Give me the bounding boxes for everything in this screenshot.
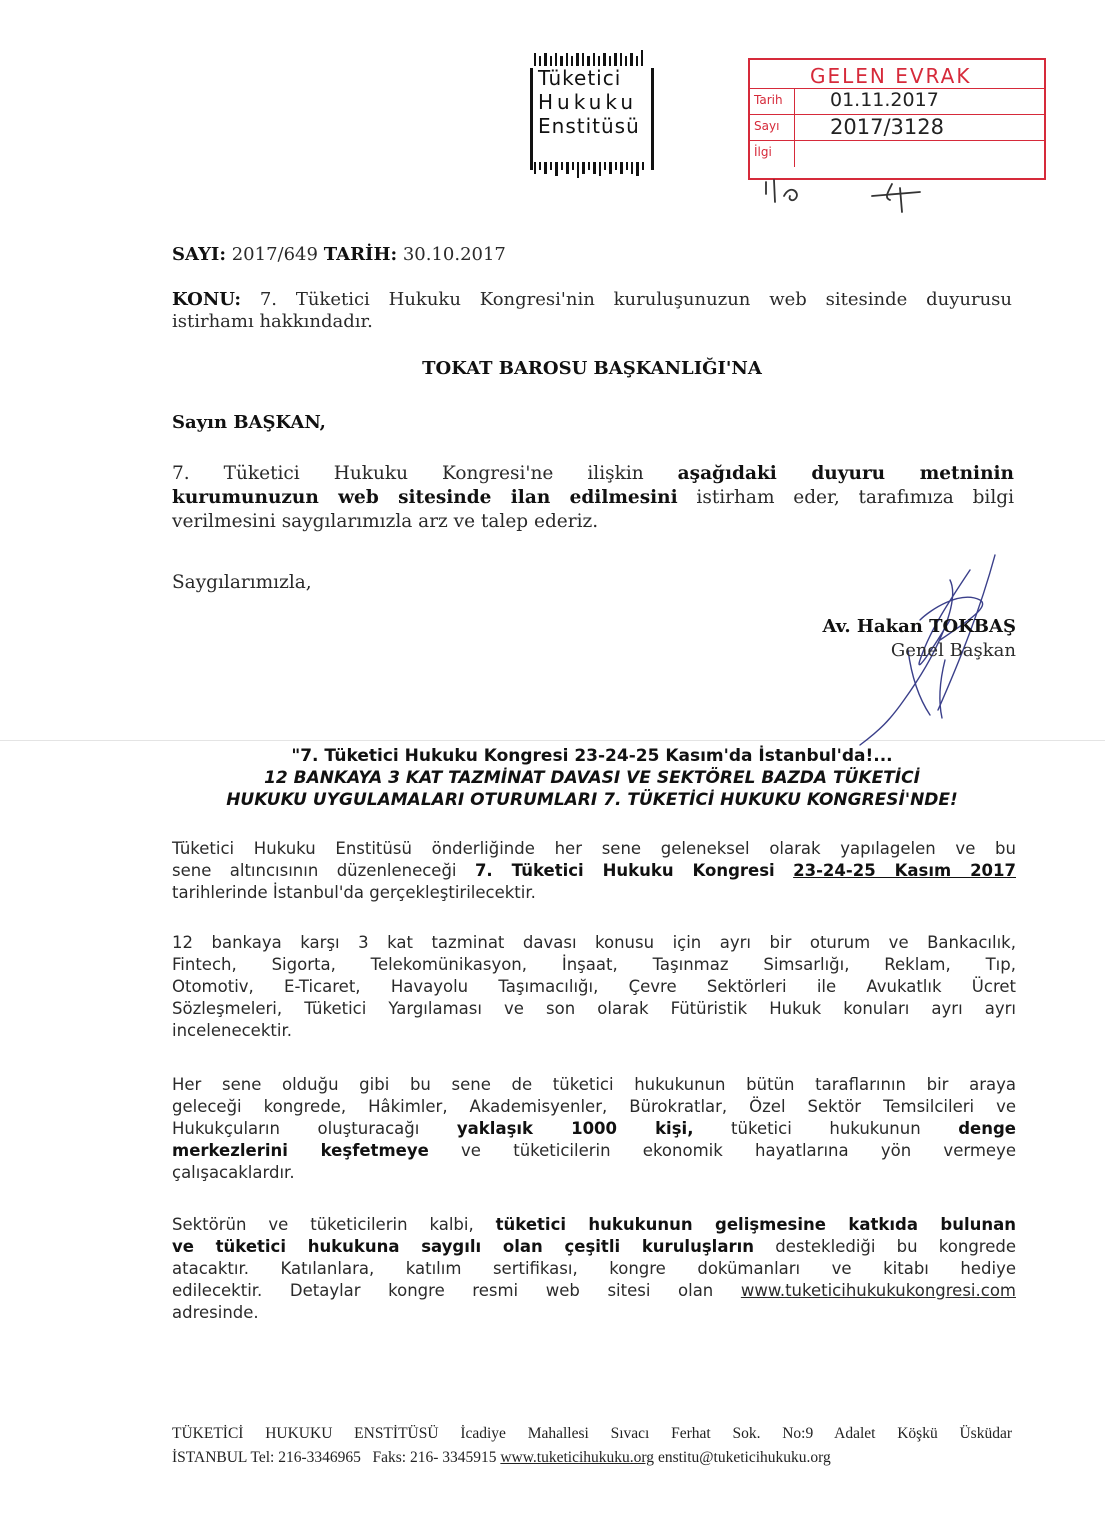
paragraph-line: tarihlerinde İstanbul'da gerçekleştirilecektir. — [172, 883, 536, 902]
stamp-number-label: Sayı — [754, 119, 780, 133]
letter-body — [172, 462, 1014, 534]
announcement-subheadline-1: 12 BANKAYA 3 KAT TAZMİNAT DAVASI VE SEKTÖREL BAZDA TÜKETİCİ — [264, 768, 920, 788]
stamp-row-date — [750, 88, 1044, 115]
paragraph-text: Hukukçuların oluşturacağı — [172, 1119, 420, 1138]
congress-website-link[interactable]: www.tuketicihukukukongresi.com — [740, 1281, 1016, 1300]
paragraph-line: geleceği kongrede, Hâkimler, Akademisyenler, Bürokratlar, Özel Sektör Temsilcileri ve — [172, 1097, 1016, 1116]
incoming-document-stamp — [748, 58, 1046, 180]
logo-wordmark — [538, 66, 640, 138]
subject-line-2: istirhamı hakkındadır. — [172, 311, 373, 332]
handwritten-note — [760, 178, 940, 218]
announcement-paragraph-1 — [172, 838, 1016, 904]
announcement-paragraph-4 — [172, 1214, 1016, 1324]
footer-line-1 — [172, 1422, 1012, 1446]
body-emphasis: aşağıdaki duyuru metninin — [677, 463, 1014, 484]
number-label: SAYI: — [172, 244, 226, 265]
paragraph-line: Otomotiv, E-Ticaret, Havayolu Taşımacılığı, Çevre Sektörleri ile Avukatlık Ücret — [172, 977, 1016, 996]
paragraph-line — [172, 860, 1016, 882]
paragraph-line: Her sene olduğu gibi bu sene de tüketici hukukunun bütün taraflarının bir araya — [172, 1075, 1016, 1094]
body-line — [172, 462, 1014, 486]
stamp-divider — [794, 141, 795, 167]
paragraph-line — [172, 1236, 1016, 1258]
paragraph-emphasis: denge — [958, 1119, 1016, 1138]
letterhead-footer — [172, 1422, 1012, 1470]
footer-fax: Faks: 216- 3345915 — [372, 1449, 497, 1466]
footer-line-2 — [172, 1446, 1012, 1470]
date-label: TARİH: — [323, 244, 398, 265]
paragraph-line: Sözleşmeleri, Tüketici Yargılaması ve son olarak Fütüristik Hukuk konuları ayrı ayrı — [172, 999, 1016, 1018]
logo-line: Tüketici — [538, 66, 622, 90]
body-line: verilmesini saygılarımızla arz ve talep ederiz. — [172, 511, 599, 532]
paragraph-text: edilecektir. Detaylar kongre resmi web sitesi olan — [172, 1281, 714, 1300]
paragraph-line — [172, 1140, 1016, 1162]
body-text: 7. Tüketici Hukuku Kongresi'ne ilişkin — [172, 463, 644, 484]
logo-line: Enstitüsü — [538, 114, 640, 138]
body-emphasis: kurumunuzun web sitesinde ilan edilmesini — [172, 487, 678, 508]
congress-dates: 23-24-25 Kasım 2017 — [793, 861, 1016, 880]
stamp-row-number — [750, 114, 1044, 141]
date-value: 30.10.2017 — [402, 244, 506, 265]
paragraph-emphasis: merkezlerini keşfetmeye — [172, 1141, 429, 1160]
logo-barcode-bottom — [530, 162, 654, 178]
body-text: istirham eder, tarafımıza bilgi — [696, 487, 1015, 508]
announcement-headline: "7. Tüketici Hukuku Kongresi 23-24-25 Kasım'da İstanbul'da!... — [291, 746, 893, 766]
paragraph-line: Tüketici Hukuku Enstitüsü önderliğinde her sene geleneksel olarak yapılagelen ve bu — [172, 839, 1016, 858]
reference-line — [172, 244, 506, 266]
signatory-name: Av. Hakan TOKBAŞ — [822, 616, 1016, 637]
paragraph-line — [172, 1280, 1016, 1302]
footer-website-link[interactable]: www.tuketicihukuku.org — [500, 1449, 655, 1466]
paragraph-emphasis: tüketici hukukunun gelişmesine katkıda bulunan — [495, 1215, 1016, 1234]
footer-email[interactable]: enstitu@tuketicihukuku.org — [657, 1449, 831, 1466]
paragraph-emphasis: ve tüketici hukukuna saygılı olan çeşitli kuruluşların — [172, 1237, 754, 1256]
stamp-number-value: 2017/3128 — [830, 115, 944, 139]
recipient-title: TOKAT BAROSU BAŞKANLIĞI'NA — [422, 358, 762, 379]
institute-logo — [518, 50, 658, 180]
paragraph-line — [172, 1118, 1016, 1140]
paragraph-line: çalışacaklardır. — [172, 1163, 295, 1182]
paragraph-line: incelenecektir. — [172, 1021, 292, 1040]
footer-address: İcadiye Mahallesi Sıvacı Ferhat Sok. No:9 Adalet Köşkü Üsküdar — [460, 1425, 1012, 1442]
paragraph-emphasis: yaklaşık 1000 kişi, — [456, 1119, 694, 1138]
body-line — [172, 486, 1014, 510]
salutation: Sayın BAŞKAN, — [172, 412, 326, 433]
subject-block — [172, 289, 1012, 333]
stamp-title: GELEN EVRAK — [810, 64, 972, 88]
announcement-paragraph-2 — [172, 932, 1016, 1042]
stamp-row-related — [750, 140, 1044, 167]
number-value: 2017/649 — [231, 244, 318, 265]
paragraph-line: atacaktır. Katılanlara, katılım sertifikası, kongre dokümanları ve kitabı hediye — [172, 1259, 1016, 1278]
stamp-date-label: Tarih — [754, 93, 783, 107]
subject-label: KONU: — [172, 289, 241, 310]
signatory-title: Genel Başkan — [890, 640, 1016, 661]
paragraph-text: sene altıncısının düzenleneceği — [172, 861, 457, 880]
logo-barcode-top — [530, 50, 654, 66]
congress-name: 7. Tüketici Hukuku Kongresi — [474, 861, 775, 880]
announcement-subheadline-2: HUKUKU UYGULAMALARI OTURUMLARI 7. TÜKETİCİ HUKUKU KONGRESİ'NDE! — [226, 790, 958, 810]
paragraph-text: ve tüketicilerin ekonomik hayatlarına yön vermeye — [461, 1141, 1016, 1160]
subject-line — [172, 289, 1012, 311]
footer-org: TÜKETİCİ HUKUKU ENSTİTÜSÜ — [172, 1425, 439, 1442]
paragraph-line: Fintech, Sigorta, Telekomünikasyon, İnşaat, Taşınmaz Simsarlığı, Reklam, Tıp, — [172, 955, 1016, 974]
stamp-divider — [794, 115, 795, 141]
footer-phone: Tel: 216-3346965 — [250, 1449, 361, 1466]
closing: Saygılarımızla, — [172, 572, 312, 593]
announcement-paragraph-3 — [172, 1074, 1016, 1184]
paragraph-line: 12 bankaya karşı 3 kat tazminat davası konusu için ayrı bir oturum ve Bankacılık, — [172, 933, 1016, 952]
paragraph-line — [172, 1214, 1016, 1236]
paragraph-line: adresinde. — [172, 1303, 259, 1322]
stamp-divider — [794, 89, 795, 115]
logo-line: Hukuku — [538, 90, 637, 114]
paragraph-text: Sektörün ve tüketicilerin kalbi, — [172, 1215, 474, 1234]
stamp-related-label: İlgi — [754, 145, 772, 159]
stamp-date-value: 01.11.2017 — [830, 89, 939, 111]
paragraph-text: tüketici hukukunun — [731, 1119, 921, 1138]
paragraph-text: desteklediği bu kongrede — [775, 1237, 1017, 1256]
footer-city: İSTANBUL — [172, 1449, 247, 1466]
subject-text: 7. Tüketici Hukuku Kongresi'nin kuruluşunuzun web sitesinde duyurusu — [259, 289, 1012, 310]
